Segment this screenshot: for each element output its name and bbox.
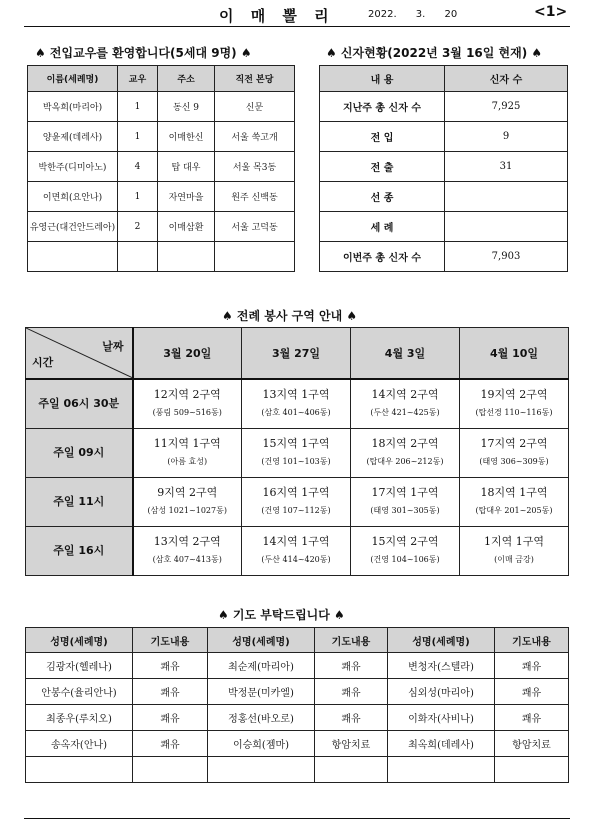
table-cell: 이면희(요안나)	[28, 182, 118, 212]
service-zone: 1지역 1구역	[484, 535, 544, 548]
service-zone: 15지역 2구역	[371, 535, 439, 548]
table-cell	[118, 242, 158, 272]
prayer-name	[26, 757, 133, 783]
table-cell: 동신 9	[158, 92, 215, 122]
service-cell	[460, 478, 569, 527]
table-row	[320, 212, 568, 242]
table-cell: 양윤제(데레사)	[28, 122, 118, 152]
issue-date: 2022. 3. 20	[368, 9, 458, 20]
table-row	[320, 242, 568, 272]
service-zone-detail: (태영 301~305동)	[370, 506, 440, 515]
status-header-row	[320, 66, 568, 92]
service-zone-detail: (아름 효성)	[167, 457, 208, 466]
corner-date-label: 날짜	[102, 340, 124, 353]
status-value	[445, 182, 568, 212]
prayer-intention	[495, 757, 569, 783]
service-zone-detail: (탑대우 206~212동)	[366, 457, 444, 466]
column-header: 성명(세례명)	[208, 628, 315, 653]
bulletin-header	[24, 4, 570, 26]
prayer-name: 최순제(마리아)	[208, 653, 315, 679]
table-cell: 신문	[215, 92, 295, 122]
service-zone: 11지역 1구역	[153, 437, 221, 450]
prayer-header-row	[26, 628, 569, 653]
table-cell: 1	[118, 122, 158, 152]
table-row	[28, 182, 295, 212]
service-zone-detail: (두산 414~420동)	[261, 555, 331, 564]
service-cell	[351, 379, 460, 429]
table-row	[28, 122, 295, 152]
prayer-name: 이화자(사비나)	[388, 705, 495, 731]
service-zone: 18지역 1구역	[480, 486, 548, 499]
column-header: 직전 본당	[215, 66, 295, 92]
service-title: ♠ 전례 봉사 구역 안내 ♠	[222, 309, 358, 323]
prayer-intention: 쾌유	[133, 679, 208, 705]
status-value: 9	[445, 122, 568, 152]
table-row	[320, 92, 568, 122]
prayer-intention: 쾌유	[133, 731, 208, 757]
date-header: 4월 3일	[351, 328, 460, 380]
service-zone-detail: (탑대우 201~205동)	[475, 506, 553, 515]
service-zone-detail: (태영 306~309동)	[479, 457, 549, 466]
header-rule	[24, 26, 570, 27]
service-zone: 18지역 2구역	[371, 437, 439, 450]
table-cell: 서울 목3동	[215, 152, 295, 182]
service-schedule-table	[25, 327, 569, 576]
service-cell	[351, 527, 460, 576]
table-row	[320, 122, 568, 152]
table-row	[320, 152, 568, 182]
prayer-intention: 쾌유	[495, 653, 569, 679]
service-cell	[351, 429, 460, 478]
service-zone-detail: (건영 101~103동)	[261, 457, 331, 466]
service-zone: 14지역 1구역	[262, 535, 330, 548]
footer-rule	[24, 818, 570, 819]
service-zone: 12지역 2구역	[153, 388, 221, 401]
status-label: 세 례	[320, 212, 445, 242]
status-label: 전 출	[320, 152, 445, 182]
service-cell	[460, 429, 569, 478]
prayer-intention	[133, 757, 208, 783]
table-row	[26, 731, 569, 757]
corner-time-label: 시간	[32, 356, 54, 369]
prayer-name	[388, 757, 495, 783]
prayer-intention: 쾌유	[315, 679, 388, 705]
service-zone-detail: (이매 금강)	[494, 555, 534, 564]
table-cell: 1	[118, 92, 158, 122]
table-cell: 박옥희(마리아)	[28, 92, 118, 122]
service-header-row	[26, 328, 569, 380]
column-header: 기도내용	[315, 628, 388, 653]
column-header: 성명(세례명)	[388, 628, 495, 653]
prayer-intention	[315, 757, 388, 783]
table-row	[26, 429, 569, 478]
table-row	[28, 242, 295, 272]
prayer-intention: 항암치료	[495, 731, 569, 757]
table-cell: 탑 대우	[158, 152, 215, 182]
status-label: 전 입	[320, 122, 445, 152]
service-cell	[133, 379, 242, 429]
service-zone: 13지역 1구역	[262, 388, 330, 401]
prayer-intention: 쾌유	[495, 679, 569, 705]
table-cell: 4	[118, 152, 158, 182]
service-cell	[460, 527, 569, 576]
column-header: 신자 수	[445, 66, 568, 92]
service-zone: 17지역 1구역	[371, 486, 439, 499]
table-cell: 원주 신백동	[215, 182, 295, 212]
service-zone: 14지역 2구역	[371, 388, 439, 401]
column-header: 성명(세례명)	[26, 628, 133, 653]
table-row	[26, 379, 569, 429]
table-row	[28, 92, 295, 122]
table-cell	[28, 242, 118, 272]
service-zone-detail: (건영 107~112동)	[261, 506, 331, 515]
service-zone: 13지역 2구역	[153, 535, 221, 548]
prayer-request-table	[25, 627, 569, 783]
service-time: 주일 16시	[26, 527, 133, 576]
table-cell: 2	[118, 212, 158, 242]
corner-header	[26, 328, 133, 380]
date-header: 4월 10일	[460, 328, 569, 380]
service-cell	[351, 478, 460, 527]
prayer-intention: 쾌유	[133, 705, 208, 731]
service-cell	[460, 379, 569, 429]
column-header: 내 용	[320, 66, 445, 92]
prayer-name: 송옥자(안나)	[26, 731, 133, 757]
service-time: 주일 06시 30분	[26, 379, 133, 429]
prayer-intention: 쾌유	[133, 653, 208, 679]
date-header: 3월 27일	[242, 328, 351, 380]
service-zone-detail: (두산 421~425동)	[370, 408, 440, 417]
status-label: 지난주 총 신자 수	[320, 92, 445, 122]
status-value: 31	[445, 152, 568, 182]
page-number: <1>	[534, 4, 568, 20]
prayer-name: 최종우(루치오)	[26, 705, 133, 731]
table-row	[26, 527, 569, 576]
table-cell	[158, 242, 215, 272]
table-cell	[215, 242, 295, 272]
prayer-intention: 쾌유	[495, 705, 569, 731]
status-title: ♠ 신자현황(2022년 3월 16일 현재) ♠	[326, 46, 543, 60]
service-cell	[242, 527, 351, 576]
prayer-name: 최옥희(데레사)	[388, 731, 495, 757]
column-header: 기도내용	[495, 628, 569, 653]
column-header: 기도내용	[133, 628, 208, 653]
table-cell: 1	[118, 182, 158, 212]
welcome-table	[27, 65, 295, 272]
service-cell	[242, 429, 351, 478]
service-zone-detail: (건영 104~106동)	[370, 555, 440, 564]
table-row	[26, 679, 569, 705]
table-row	[28, 152, 295, 182]
date-header: 3월 20일	[133, 328, 242, 380]
service-zone-detail: (풍림 509~516동)	[152, 408, 222, 417]
service-time: 주일 11시	[26, 478, 133, 527]
prayer-name: 이승희(젬마)	[208, 731, 315, 757]
column-header: 이름(세례명)	[28, 66, 118, 92]
service-zone-detail: (삼호 407~413동)	[152, 555, 222, 564]
table-cell: 유영근(대건안드레아)	[28, 212, 118, 242]
table-row	[320, 182, 568, 212]
table-row	[26, 653, 569, 679]
service-cell	[133, 429, 242, 478]
table-row	[28, 212, 295, 242]
service-cell	[133, 527, 242, 576]
table-cell: 이매한신	[158, 122, 215, 152]
service-time: 주일 09시	[26, 429, 133, 478]
prayer-name: 심외성(마리아)	[388, 679, 495, 705]
service-zone: 15지역 1구역	[262, 437, 330, 450]
table-cell: 박한주(디미아노)	[28, 152, 118, 182]
prayer-name: 변청자(스텔라)	[388, 653, 495, 679]
welcome-header-row	[28, 66, 295, 92]
service-cell	[242, 379, 351, 429]
service-zone: 19지역 2구역	[480, 388, 548, 401]
service-cell	[242, 478, 351, 527]
status-label: 이번주 총 신자 수	[320, 242, 445, 272]
service-zone-detail: (삼호 401~406동)	[261, 408, 331, 417]
service-zone: 17지역 2구역	[480, 437, 548, 450]
prayer-name: 안봉수(율리안나)	[26, 679, 133, 705]
table-cell: 서울 쑥고개	[215, 122, 295, 152]
welcome-title: ♠ 전입교우를 환영합니다(5세대 9명) ♠	[35, 46, 252, 60]
prayer-intention: 쾌유	[315, 705, 388, 731]
column-header: 주소	[158, 66, 215, 92]
service-zone-detail: (탑선경 110~116동)	[475, 408, 553, 417]
service-zone-detail: (삼성 1021~1027동)	[147, 506, 227, 515]
status-label: 선 종	[320, 182, 445, 212]
prayer-name	[208, 757, 315, 783]
bulletin-title: 이 매 뽈 리	[219, 7, 335, 25]
service-zone: 16지역 1구역	[262, 486, 330, 499]
service-zone: 9지역 2구역	[157, 486, 218, 499]
status-value: 7,925	[445, 92, 568, 122]
prayer-intention: 쾌유	[315, 653, 388, 679]
table-cell: 자연마을	[158, 182, 215, 212]
column-header: 교우	[118, 66, 158, 92]
prayer-name: 김광자(헬레나)	[26, 653, 133, 679]
table-cell: 이매삼환	[158, 212, 215, 242]
status-value: 7,903	[445, 242, 568, 272]
table-row	[26, 478, 569, 527]
status-value	[445, 212, 568, 242]
prayer-name: 정홍선(바오로)	[208, 705, 315, 731]
status-table	[319, 65, 568, 272]
table-row	[26, 757, 569, 783]
prayer-intention: 항암치료	[315, 731, 388, 757]
prayer-name: 박정문(미카엘)	[208, 679, 315, 705]
table-cell: 서울 고덕동	[215, 212, 295, 242]
table-row	[26, 705, 569, 731]
service-cell	[133, 478, 242, 527]
prayer-title: ♠ 기도 부탁드립니다 ♠	[218, 608, 345, 622]
